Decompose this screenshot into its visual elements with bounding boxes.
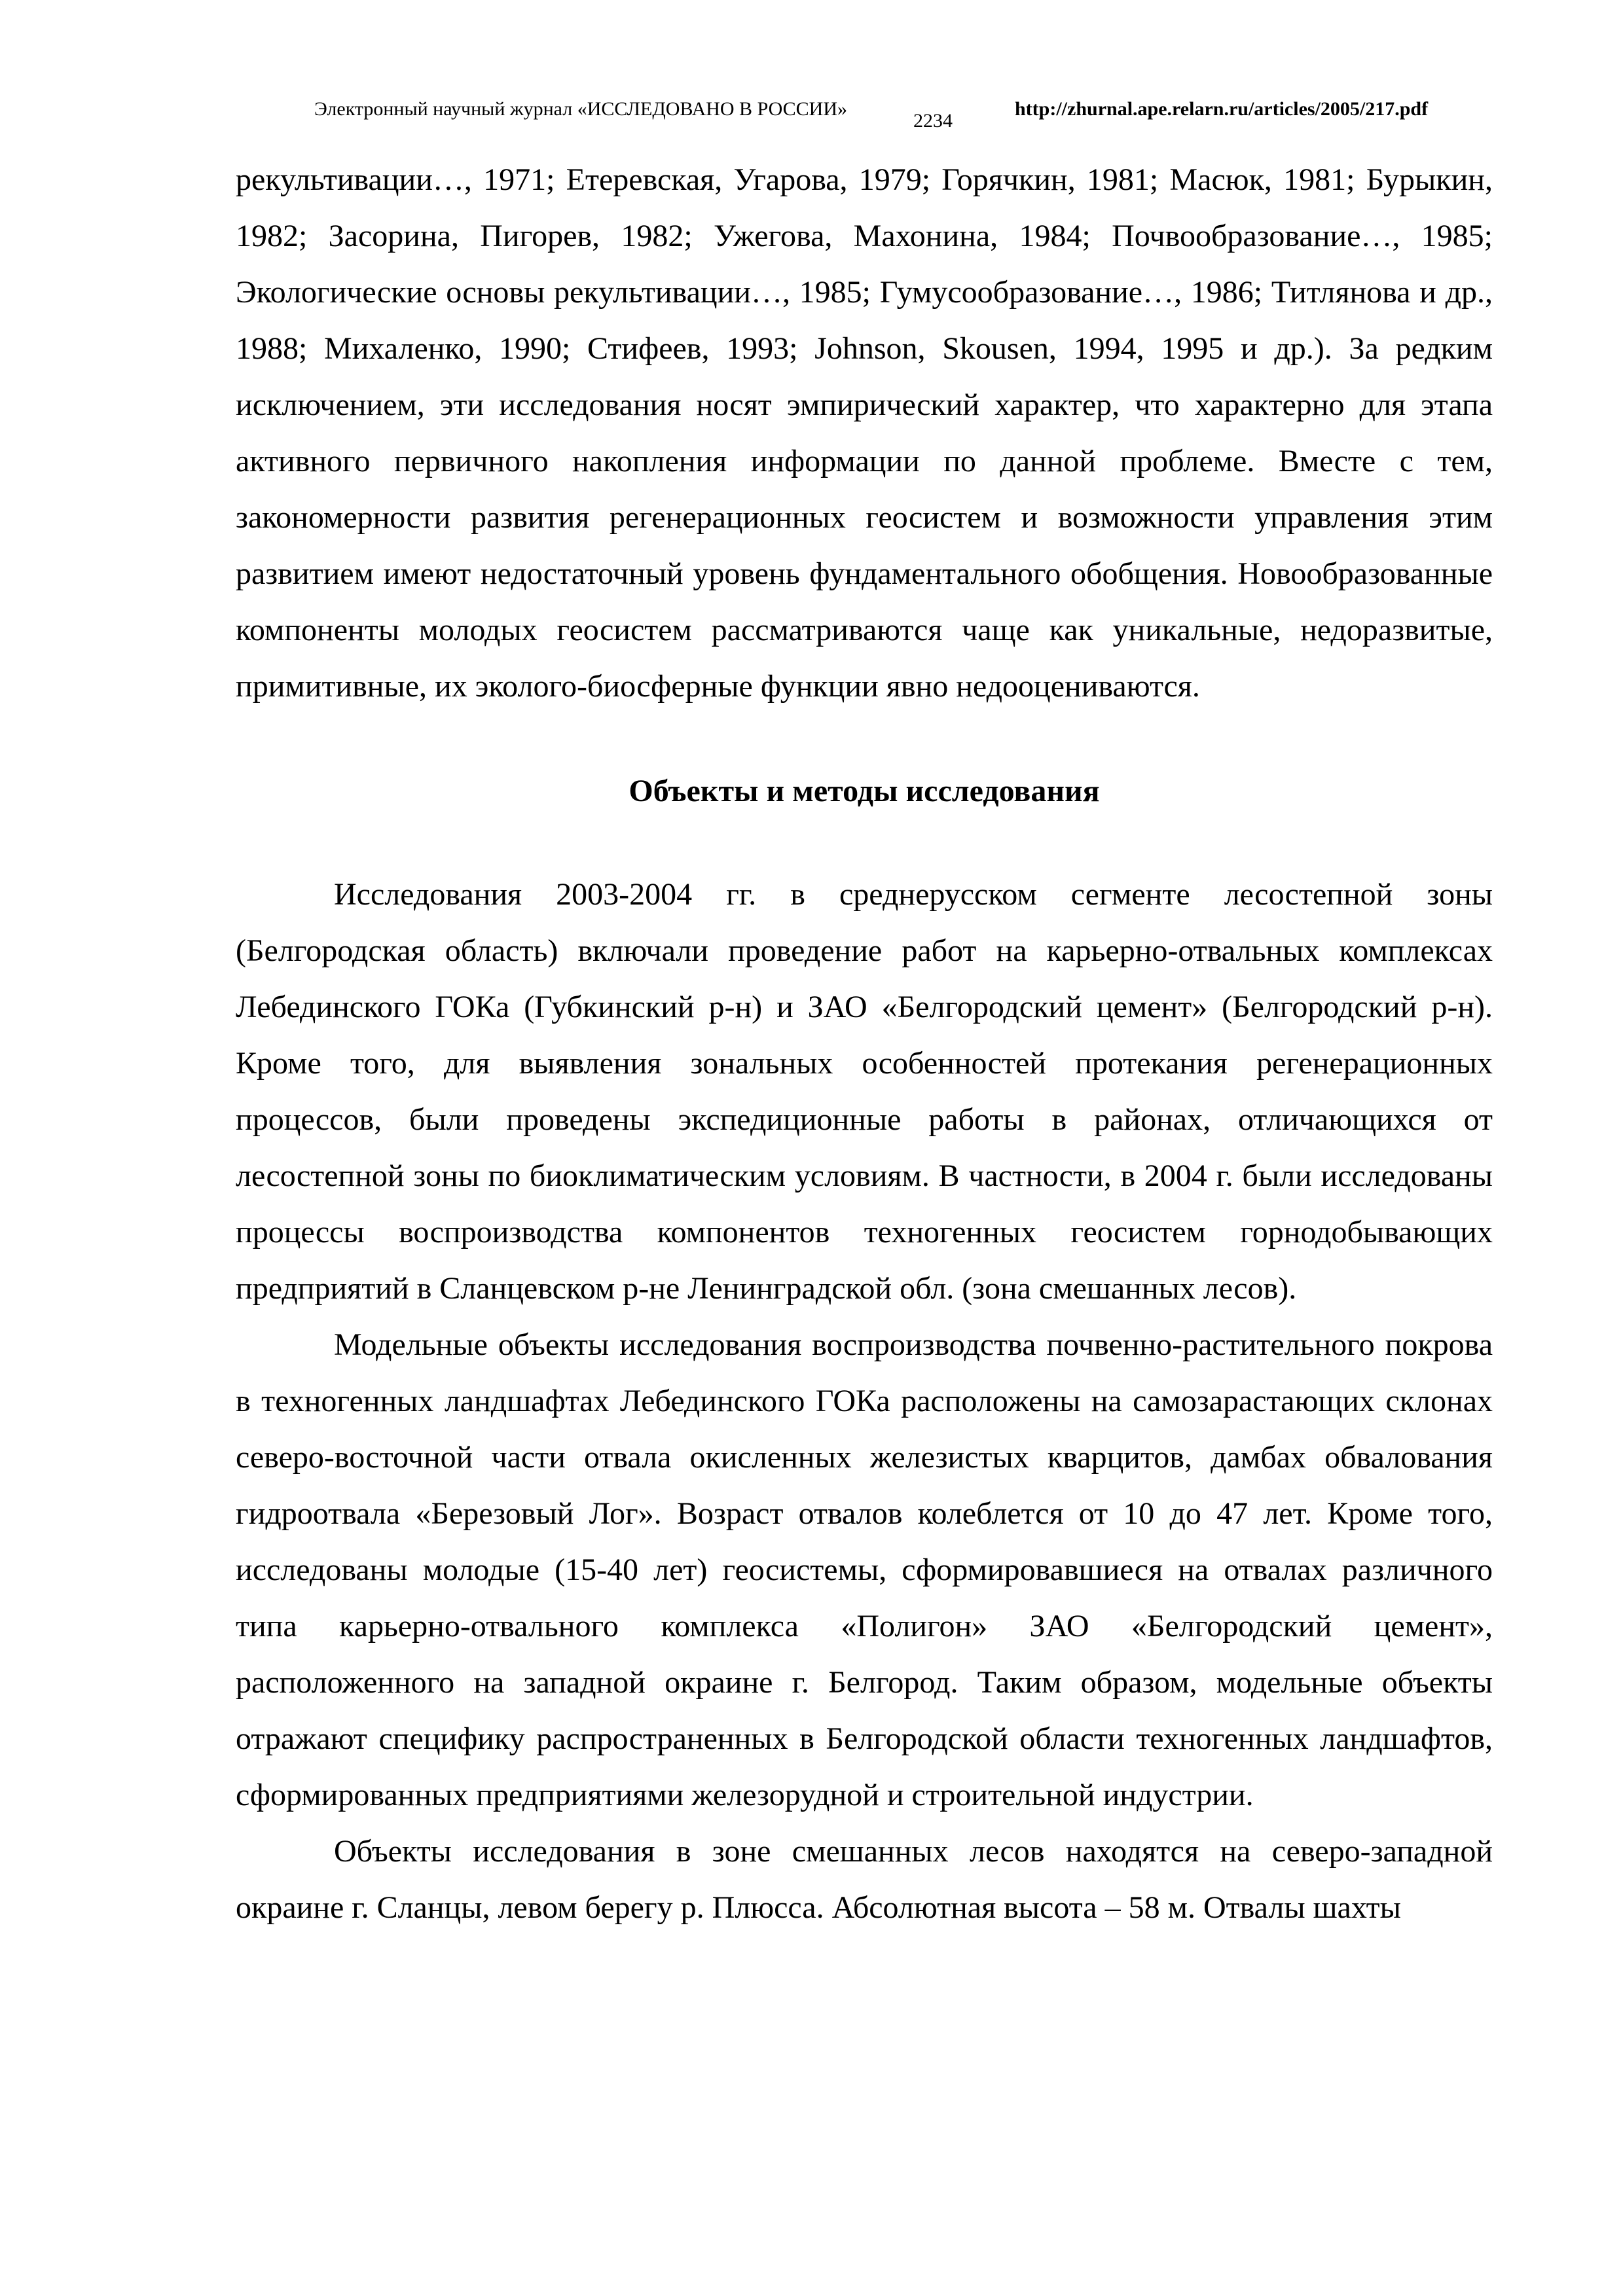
- document-body: [236, 152, 1493, 1936]
- paragraph-model-objects: Модельные объекты исследования воспроизводства почвенно-растительного покрова в техногенных ландшафтах Лебединского ГОКа расположены на самозарастающих склонах северо-восточной части отвала окисленных железистых кварцитов, дамбах обвалования гидроотвала «Березовый Лог». Возраст отвалов колеблется от 10 до 47 лет. Кроме того, исследованы молодые (15-40 лет) геосистемы, сформировавшиеся на отвалах различного типа карьерно-отвального комплекса «Полигон» ЗАО «Белгородский цемент», расположенного на западной окраине г. Белгород. Таким образом, модельные объекты отражают специфику распространенных в Белгородской области техногенных ландшафтов, сформированных предприятиями железорудной и строительной индустрии.: [236, 1327, 1493, 1812]
- article-url: http://zhurnal.ape.relarn.ru/articles/2005/217.pdf: [1015, 98, 1429, 120]
- paragraph-mixed-forest: Объекты исследования в зоне смешанных лесов находятся на северо-западной окраине г. Сланцы, левом берегу р. Плюсса. Абсолютная высота – 58 м. Отвалы шахты: [236, 1834, 1493, 1925]
- running-header: [236, 92, 1493, 137]
- page-number: 2234: [913, 110, 953, 132]
- paragraph-study-regions: Исследования 2003-2004 гг. в среднерусском сегменте лесостепной зоны (Белгородская область) включали проведение работ на карьерно-отвальных комплексах Лебединского ГОКа (Губкинский р-н) и ЗАО «Белгородский цемент» (Белгородский р-н). Кроме того, для выявления зональных особенностей протекания регенерационных процессов, были проведены экспедиционные работы в районах, отличающихся от лесостепной зоны по биоклиматическим условиям. В частности, в 2004 г. были исследованы процессы воспроизводства компонентов техногенных геосистем горнодобывающих предприятий в Сланцевском р-не Ленинградской обл. (зона смешанных лесов).: [236, 877, 1493, 1306]
- journal-title: Электронный научный журнал «ИССЛЕДОВАНО В РОССИИ»: [314, 98, 847, 120]
- paragraph-references: рекультивации…, 1971; Етеревская, Угарова, 1979; Горячкин, 1981; Масюк, 1981; Бурыкин, 1982; Засорина, Пигорев, 1982; Ужегова, Махонина, 1984; Почвообразование…, 1985; Экологические основы рекультивации…, 1985; Гумусообразование…, 1986; Титлянова и др., 1988; Михаленко, 1990; Стифеев, 1993; Johnson, Skousen, 1994, 1995 и др.). За редким исключением, эти исследования носят эмпирический характер, что характерно для этапа активного первичного накопления информации по данной проблеме. Вместе с тем, закономерности развития регенерационных геосистем и возможности управления этим развитием имеют недостаточный уровень фундаментального обобщения. Новообразованные компоненты молодых геосистем рассматриваются чаще как уникальные, недоразвитые, примитивные, их эколого-биосферные функции явно недооцениваются.: [236, 162, 1493, 704]
- section-heading: Объекты и методы исследования: [629, 774, 1100, 808]
